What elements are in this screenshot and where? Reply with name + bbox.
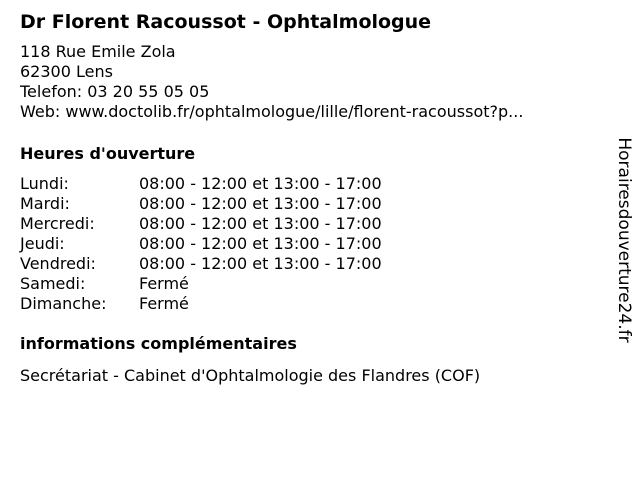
time-value: 08:00 - 12:00 et 13:00 - 17:00 bbox=[139, 174, 382, 193]
city-postal: 62300 Lens bbox=[20, 62, 113, 81]
site-brand-vertical: Horairesdouverture24.fr bbox=[614, 137, 634, 343]
day-label: Jeudi: bbox=[20, 234, 65, 253]
hours-row-monday bbox=[20, 174, 605, 194]
time-value: 08:00 - 12:00 et 13:00 - 17:00 bbox=[139, 254, 382, 273]
contact-block bbox=[20, 42, 605, 122]
phone-number: Telefon: 03 20 55 05 05 bbox=[20, 82, 210, 101]
info-section-title: informations complémentaires bbox=[20, 334, 297, 353]
website-link[interactable]: Web: www.doctolib.fr/ophtalmologue/lille/florent-racoussot?p... bbox=[20, 102, 524, 121]
hours-table bbox=[20, 174, 605, 314]
hours-row-tuesday bbox=[20, 194, 605, 214]
day-label: Lundi: bbox=[20, 174, 69, 193]
day-label: Mercredi: bbox=[20, 214, 95, 233]
day-label: Vendredi: bbox=[20, 254, 96, 273]
page-title: Dr Florent Racoussot - Ophtalmologue bbox=[20, 11, 432, 33]
day-label: Dimanche: bbox=[20, 294, 107, 313]
time-value: 08:00 - 12:00 et 13:00 - 17:00 bbox=[139, 234, 382, 253]
day-label: Mardi: bbox=[20, 194, 70, 213]
time-value: Fermé bbox=[139, 294, 189, 313]
day-label: Samedi: bbox=[20, 274, 86, 293]
hours-row-friday bbox=[20, 254, 605, 274]
time-value: Fermé bbox=[139, 274, 189, 293]
hours-row-wednesday bbox=[20, 214, 605, 234]
street-address: 118 Rue Emile Zola bbox=[20, 42, 176, 61]
info-text: Secrétariat - Cabinet d'Ophtalmologie des Flandres (COF) bbox=[20, 366, 481, 385]
opening-hours-card bbox=[20, 9, 605, 386]
hours-row-thursday bbox=[20, 234, 605, 254]
time-value: 08:00 - 12:00 et 13:00 - 17:00 bbox=[139, 214, 382, 233]
hours-section-title: Heures d'ouverture bbox=[20, 144, 196, 163]
time-value: 08:00 - 12:00 et 13:00 - 17:00 bbox=[139, 194, 382, 213]
hours-row-saturday bbox=[20, 274, 605, 294]
hours-row-sunday bbox=[20, 294, 605, 314]
